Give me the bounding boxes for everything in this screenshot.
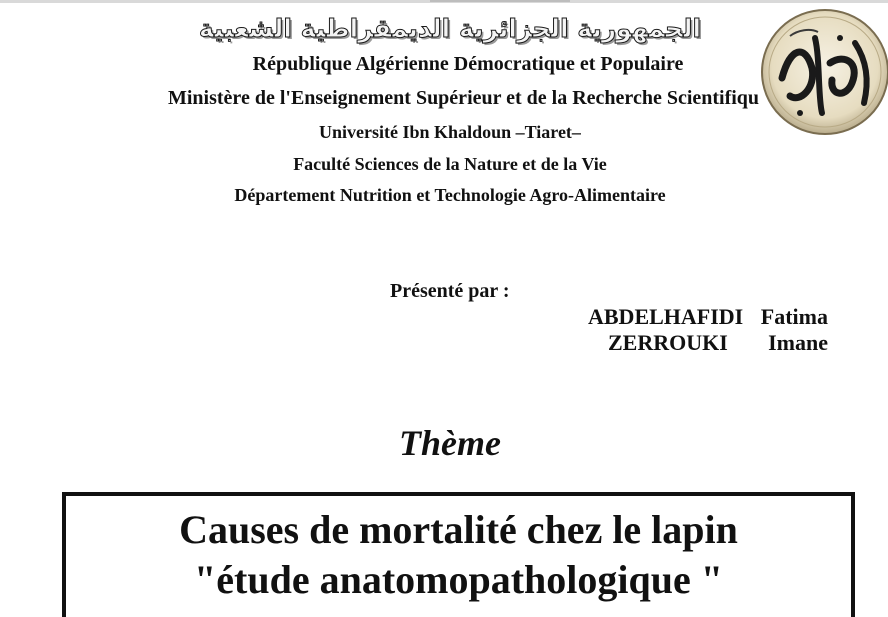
university-name: Université Ibn Khaldoun –Tiaret– [319,122,581,142]
author-last-name: ZERROUKI [608,330,728,355]
faculty-name: Faculté Sciences de la Nature et de la Vie [293,154,607,174]
author-first-name: Fatima [760,304,828,329]
ministry-name: Ministère de l'Enseignement Supérieur et de la Recherche Scientifiqu [168,87,760,109]
department-name: Département Nutrition et Technologie Agro-Alimentaire [234,185,666,205]
author-row [588,304,828,330]
author-first-name: Imane [768,330,828,355]
thesis-title-line-2: "étude anatomopathologique " [194,557,723,602]
top-rule-mark [430,0,570,2]
arabic-republic-title: الجمهورية الجزائرية الديمقراطية الشعبية [198,14,702,43]
republic-name: République Algérienne Démocratique et Populaire [252,53,684,75]
theme-label: Thème [399,423,501,463]
presented-by-label: Présenté par : [390,280,510,302]
thesis-title-box [62,492,855,617]
author-list [588,304,828,356]
university-seal-logo [760,8,888,138]
thesis-title-line-1: Causes de mortalité chez le lapin [179,507,738,552]
author-row [588,330,828,356]
author-last-name: ABDELHAFIDI [588,304,744,329]
